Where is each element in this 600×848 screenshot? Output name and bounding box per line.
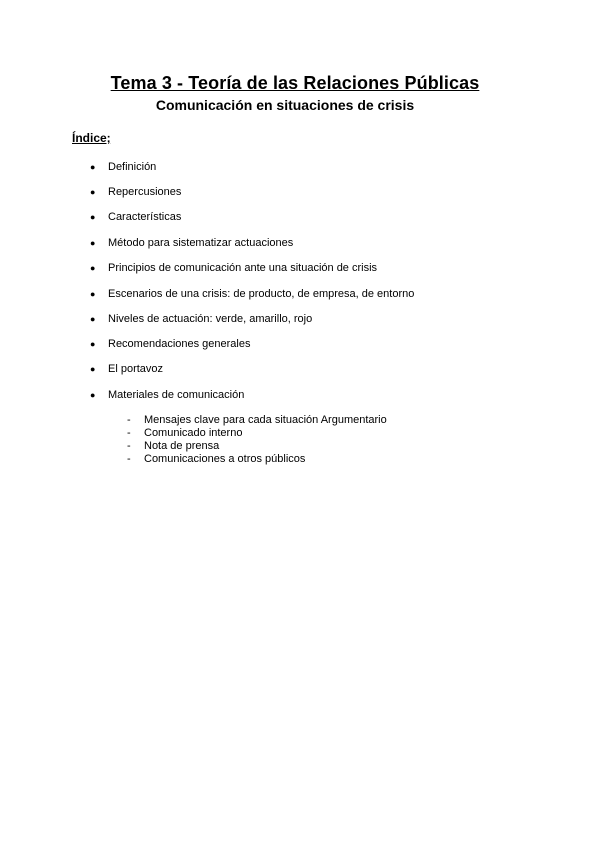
page-title: Tema 3 - Teoría de las Relaciones Públicas — [110, 73, 480, 93]
bullet-icon: ● — [90, 364, 96, 374]
sub-list-item-label: Comunicaciones a otros públicos — [144, 453, 306, 465]
bullet-icon: ● — [90, 187, 96, 197]
bullet-icon: ● — [90, 263, 96, 273]
list-item-label: Definición — [108, 161, 157, 173]
list-item-label: Materiales de comunicación — [108, 389, 245, 401]
bullet-icon: ● — [90, 339, 96, 349]
page-subtitle: Comunicación en situaciones de crisis — [155, 97, 415, 113]
bullet-icon: ● — [90, 289, 96, 299]
bullet-icon: ● — [90, 238, 96, 248]
bullet-icon: ● — [90, 314, 96, 324]
sub-list-item-label: Nota de prensa — [144, 440, 220, 452]
bullet-icon: ● — [90, 390, 96, 400]
list-item-label: Repercusiones — [108, 186, 182, 198]
bullet-icon: ● — [90, 162, 96, 172]
list-item-label: Método para sistematizar actuaciones — [108, 237, 294, 249]
dash-icon: - — [127, 453, 131, 465]
bullet-icon: ● — [90, 212, 96, 222]
dash-icon: - — [127, 414, 131, 426]
dash-icon: - — [127, 440, 131, 452]
list-item-label: Escenarios de una crisis: de producto, de empresa, de entorno — [108, 288, 415, 300]
sub-list-item-label: Mensajes clave para cada situación Argumentario — [144, 414, 387, 426]
list-item-label: Niveles de actuación: verde, amarillo, rojo — [108, 313, 313, 325]
list-item-label: Recomendaciones generales — [108, 338, 251, 350]
list-item-label: Principios de comunicación ante una situación de crisis — [108, 262, 378, 274]
sub-list-item-label: Comunicado interno — [144, 427, 243, 439]
list-item-label: Características — [108, 211, 182, 223]
index-heading: Índice; — [72, 131, 111, 145]
list-item-label: El portavoz — [108, 363, 164, 375]
dash-icon: - — [127, 427, 131, 439]
